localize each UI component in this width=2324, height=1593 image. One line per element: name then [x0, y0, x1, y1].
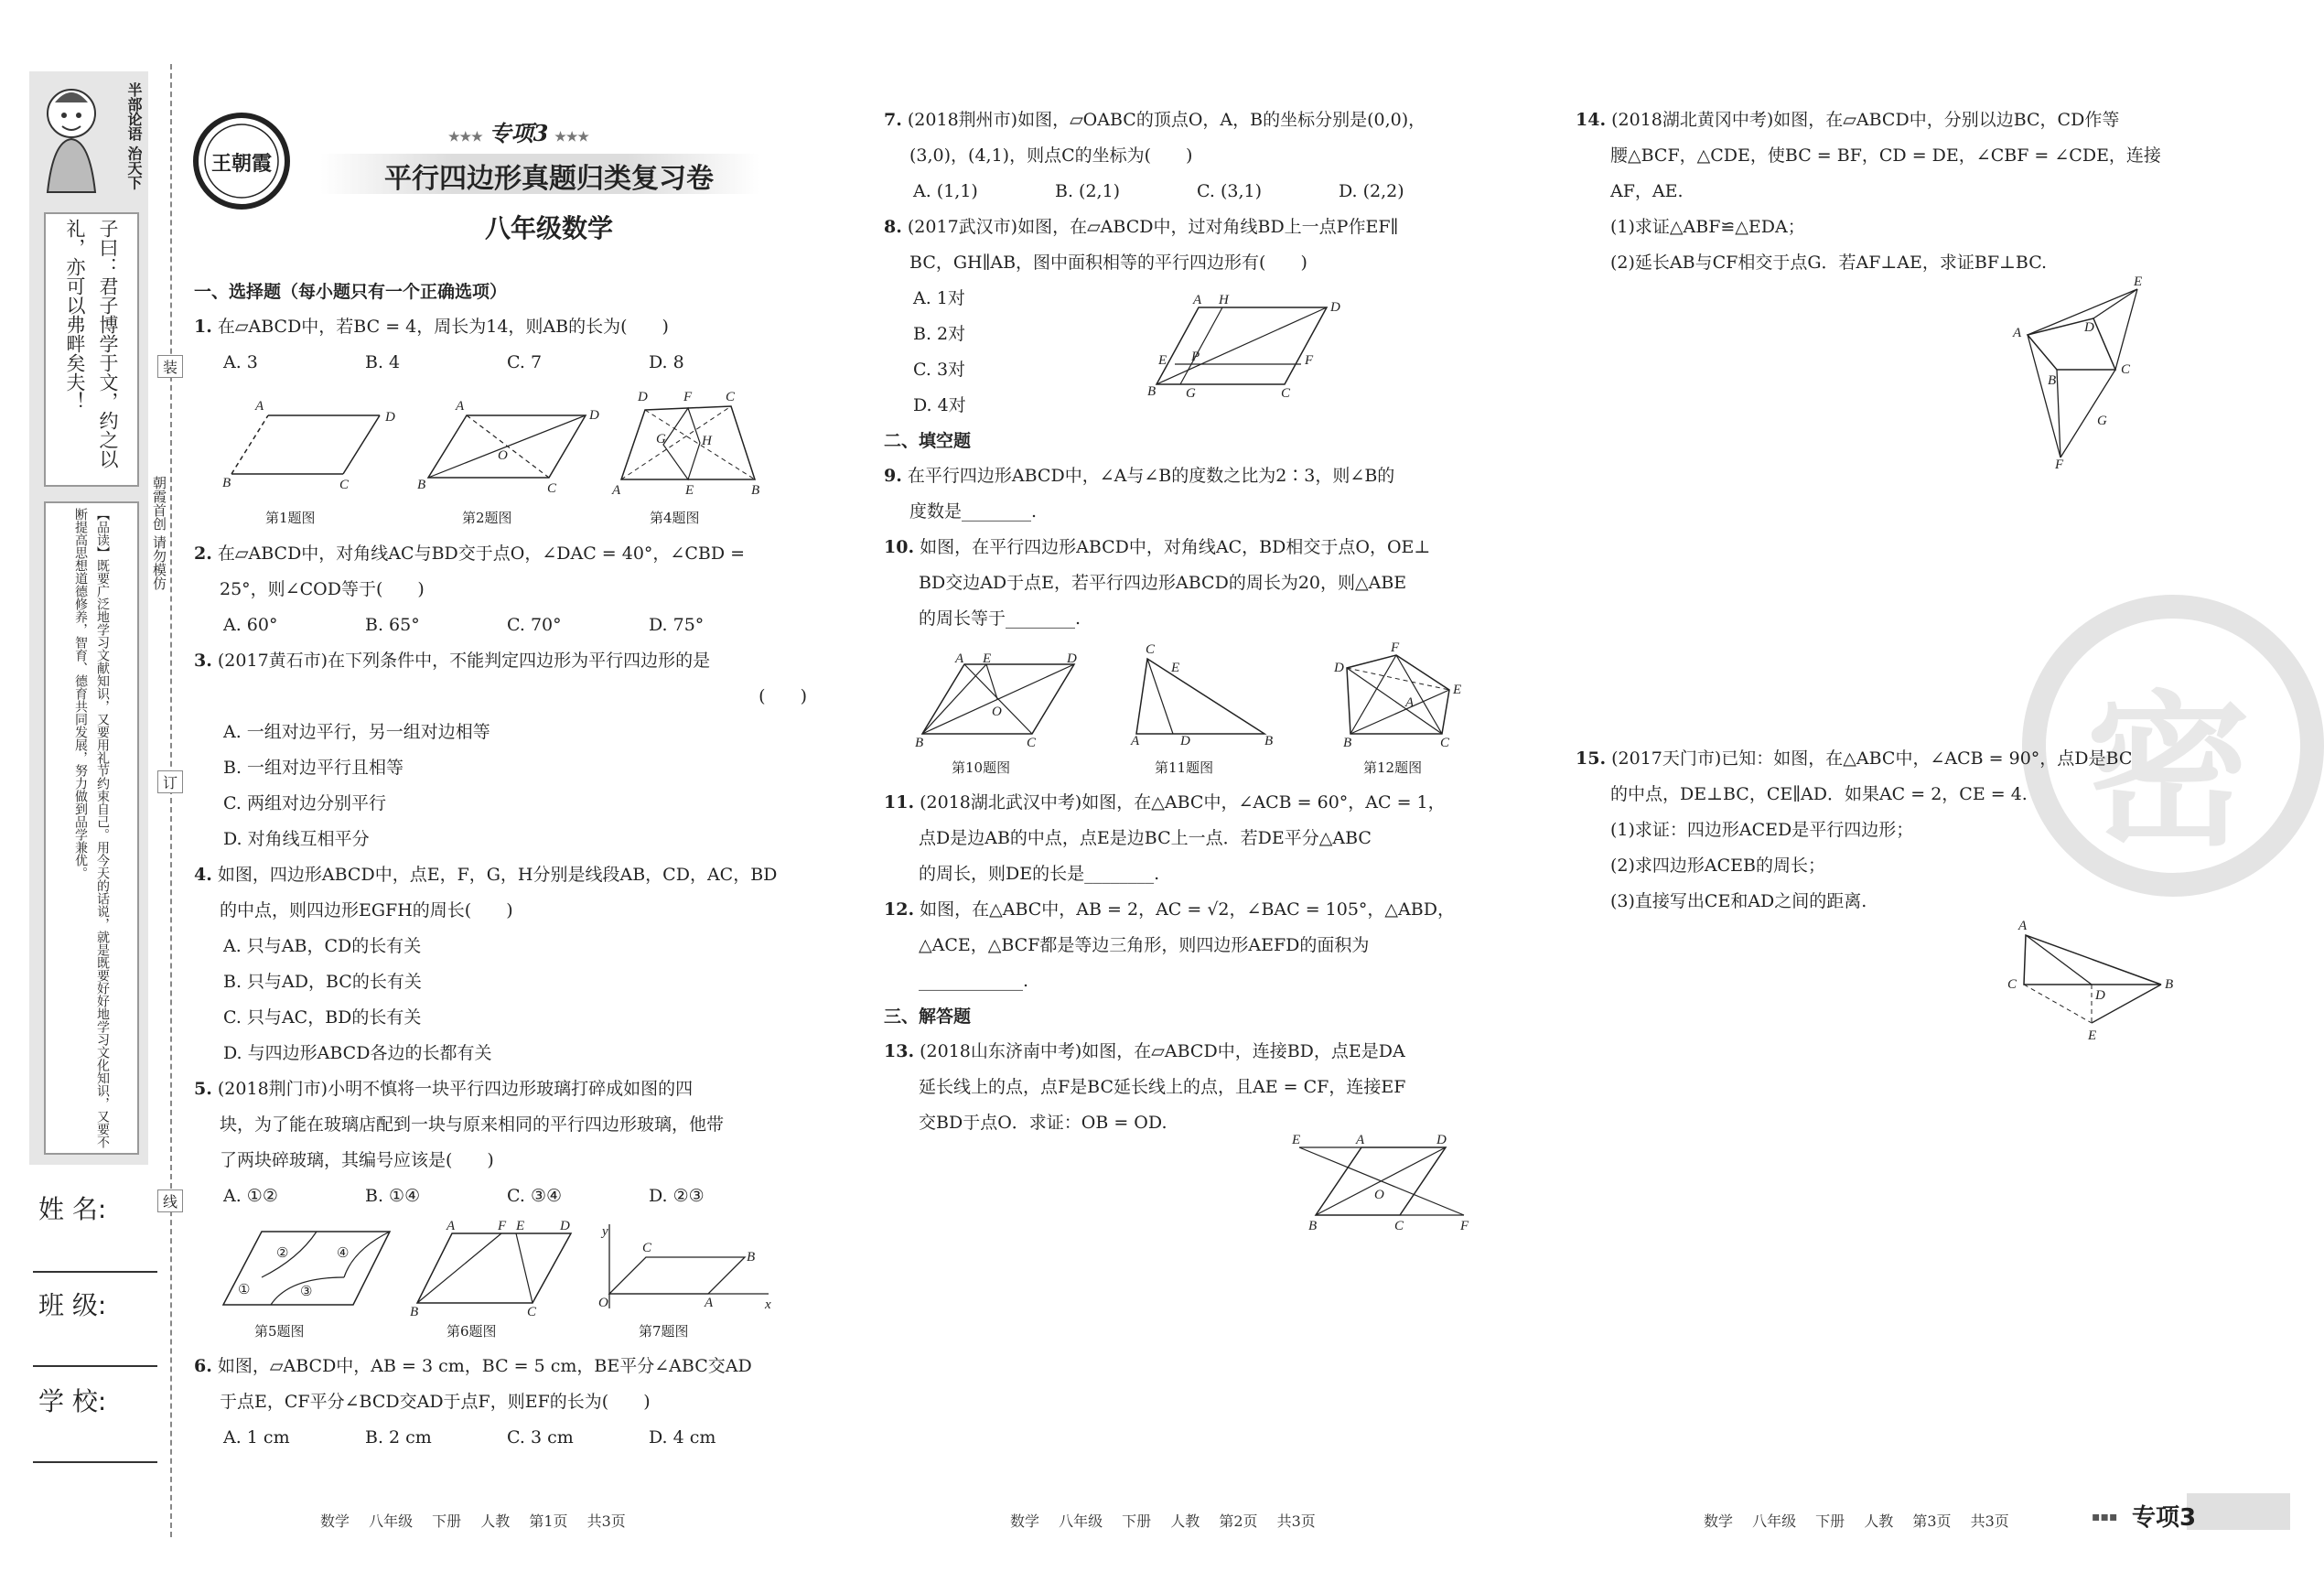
column-2-part-2	[884, 785, 1515, 1141]
q15-num: 15.	[1576, 748, 1607, 769]
question-7	[884, 102, 1515, 138]
svg-text:B: B	[2048, 373, 2057, 388]
svg-text:D: D	[2095, 988, 2105, 1003]
q2-num: 2.	[194, 544, 212, 564]
svg-text:B: B	[222, 476, 231, 490]
question-4	[194, 857, 825, 893]
q11-text-1: (2018湖北武汉中考)如图，在△ABC中，∠ACB = 60°，AC = 1，	[920, 792, 1446, 813]
svg-text:B: B	[747, 1250, 756, 1265]
q2-option-b[interactable]: B. 65°	[365, 615, 420, 635]
svg-text:D: D	[589, 408, 599, 423]
q14-text-3: AF，AE.	[1610, 181, 1684, 201]
q8-option-a[interactable]: A. 1对	[913, 288, 965, 308]
figure-q15	[2004, 915, 2187, 1052]
figure-q5	[216, 1222, 399, 1314]
q12-num: 12.	[884, 899, 915, 920]
q4-option-b[interactable]: B. 只与AD，BC的长有关	[223, 972, 422, 992]
svg-text:H: H	[1219, 293, 1229, 307]
svg-text:D: D	[1334, 661, 1344, 675]
svg-text:G: G	[1186, 386, 1196, 401]
q1-options	[194, 345, 816, 381]
caption-q1: 第1题图	[265, 510, 316, 526]
q2-text-2: 25°，则∠COD等于( )	[220, 579, 425, 599]
figure-q8	[1147, 293, 1340, 403]
motto-badge: 半部论语 治天下	[125, 82, 143, 190]
svg-text:④: ④	[337, 1246, 350, 1261]
q8-text-2: BC，GH∥AB，图中面积相等的平行四边形有( )	[909, 253, 1307, 273]
section-answer: 三、解答题	[884, 1006, 972, 1027]
q6-option-b[interactable]: B. 2 cm	[365, 1427, 432, 1448]
q5-num: 5.	[194, 1079, 212, 1099]
svg-text:①: ①	[238, 1283, 251, 1297]
svg-text:C: C	[1394, 1219, 1404, 1233]
q5-option-c[interactable]: C. ③④	[507, 1186, 563, 1206]
svg-text:C: C	[1281, 386, 1291, 401]
q9-text-2[interactable]: 度数是________.	[909, 501, 1038, 522]
q5-text-2: 块，为了能在玻璃店配到一块与原来相同的平行四边形玻璃，他带	[220, 1114, 725, 1135]
brand-logo	[190, 110, 293, 212]
q5-options	[194, 1179, 825, 1214]
svg-text:G: G	[2097, 414, 2107, 428]
caption-q4: 第4题图	[650, 510, 700, 526]
svg-text:E: E	[2134, 274, 2143, 289]
watermark-char: 密	[2086, 675, 2252, 868]
seal-char-1: 装	[157, 355, 183, 378]
q12-text-1: 如图，在△ABC中，AB = 2，AC = √2，∠BAC = 105°，△ABD，	[920, 899, 1455, 920]
q3-option-a[interactable]: A. 一组对边平行，另一组对边相等	[223, 722, 490, 742]
svg-text:E: E	[1171, 661, 1180, 675]
section-fill-blank: 二、填空题	[884, 431, 972, 451]
svg-text:A: A	[1405, 695, 1415, 710]
q4-option-a[interactable]: A. 只与AB，CD的长有关	[223, 936, 422, 956]
figure-q1	[215, 393, 398, 494]
svg-text:B: B	[2165, 977, 2174, 992]
svg-text:O: O	[498, 448, 508, 463]
svg-text:P: P	[1191, 350, 1200, 364]
column-3	[1576, 102, 2198, 281]
footer-page-1: 数学 八年级 下册 人教 第1页 共3页	[320, 1512, 626, 1530]
svg-text:B: B	[1308, 1219, 1318, 1233]
question-6	[194, 1349, 825, 1384]
figure-q12	[1332, 640, 1479, 750]
svg-text:A: A	[2013, 326, 2022, 340]
q7-text-1: (2018荆州市)如图，▱OABC的顶点O，A，B的坐标分别是(0,0)，	[907, 110, 1426, 130]
class-label: 班 级:	[38, 1290, 107, 1320]
svg-text:A: A	[447, 1219, 456, 1233]
q6-num: 6.	[194, 1356, 212, 1376]
svg-text:A: A	[2018, 919, 2028, 933]
q2-options	[194, 608, 825, 643]
svg-text:F: F	[1460, 1219, 1469, 1233]
svg-text:D: D	[385, 410, 395, 425]
footer-page-2: 数学 八年级 下册 人教 第2页 共3页	[1010, 1512, 1316, 1530]
svg-text:C: C	[1146, 642, 1156, 657]
svg-text:G: G	[656, 432, 666, 447]
column-3-part-2	[1576, 741, 2198, 920]
svg-text:B: B	[1264, 734, 1274, 748]
q1-option-d[interactable]: D. 8	[649, 352, 684, 372]
q1-option-b[interactable]: B. 4	[365, 352, 401, 372]
svg-text:E: E	[1158, 353, 1167, 368]
svg-text:D: D	[1180, 734, 1190, 748]
section-choice: 一、选择题（每小题只有一个正确选项）	[194, 282, 508, 302]
logo-text: 王朝霞	[210, 152, 272, 176]
svg-text:A: A	[1193, 293, 1202, 307]
caption-q12: 第12题图	[1363, 759, 1423, 776]
q6-option-c[interactable]: C. 3 cm	[507, 1427, 574, 1448]
caption-q2: 第2题图	[462, 510, 512, 526]
svg-text:O: O	[598, 1296, 608, 1310]
caption-q5: 第5题图	[254, 1323, 305, 1340]
q8-option-c[interactable]: C. 3对	[913, 360, 966, 380]
question-14	[1576, 102, 2198, 138]
svg-text:E: E	[1453, 683, 1462, 697]
q11-text-3[interactable]: 的周长，则DE的长是________.	[919, 864, 1160, 884]
q12-text-2: △ACE，△BCF都是等边三角形，则四边形AEFD的面积为	[919, 935, 1370, 955]
stars-right: ★★★	[554, 130, 589, 145]
q14-text-1: (2018湖北黄冈中考)如图，在▱ABCD中，分别以边BC，CD作等	[1611, 110, 2120, 130]
svg-text:A: A	[1356, 1133, 1365, 1147]
q3-option-b[interactable]: B. 一组对边平行且相等	[223, 758, 404, 778]
confucius-icon	[35, 77, 108, 196]
svg-text:B: B	[1343, 736, 1352, 750]
svg-text:y: y	[602, 1224, 608, 1239]
quote-box	[44, 212, 139, 487]
question-11	[884, 785, 1515, 821]
q6-text-2: 于点E，CF平分∠BCD交AD于点F，则EF的长为( )	[220, 1392, 651, 1412]
svg-text:O: O	[992, 705, 1002, 719]
svg-text:D: D	[1436, 1133, 1447, 1147]
page-title: 平行四边形真题归类复习卷	[384, 163, 714, 195]
svg-text:D: D	[1067, 651, 1077, 666]
caption-q7: 第7题图	[639, 1323, 689, 1340]
q14-num: 14.	[1576, 110, 1607, 130]
header-badge-row	[448, 115, 589, 147]
question-2	[194, 536, 825, 572]
copyright-note: 朝霞首创 请勿模仿	[151, 476, 167, 590]
q7-option-c[interactable]: C. (3,1)	[1197, 181, 1262, 201]
svg-text:B: B	[751, 483, 760, 498]
q14-part-1: (1)求证△ABF≌△EDA；	[1610, 217, 1805, 237]
svg-text:A: A	[955, 651, 964, 666]
q4-text-2: 的中点，则四边形EGFH的周长( )	[220, 900, 513, 920]
question-8	[884, 210, 1515, 245]
figure-q2	[412, 393, 599, 496]
svg-text:F: F	[1391, 640, 1400, 655]
q13-text-1: (2018山东济南中考)如图，在▱ABCD中，连接BD，点E是DA	[920, 1041, 1405, 1061]
q7-text-2: (3,0)，(4,1)，则点C的坐标为( )	[909, 145, 1193, 166]
q13-text-3: 交BD于点O．求证：OB = OD.	[919, 1113, 1167, 1133]
q3-num: 3.	[194, 651, 212, 671]
q2-option-d[interactable]: D. 75°	[649, 615, 705, 635]
svg-text:C: C	[1027, 736, 1037, 750]
q5-text-1: (2018荆门市)小明不慎将一块平行四边形玻璃打碎成如图的四	[217, 1079, 694, 1099]
q2-option-a[interactable]: A. 60°	[223, 615, 278, 635]
q7-option-d[interactable]: D. (2,2)	[1339, 181, 1404, 201]
q3-answer-paren[interactable]: ( )	[759, 686, 807, 706]
q5-text-3: 了两块碎玻璃，其编号应该是( )	[220, 1150, 494, 1170]
svg-text:D: D	[560, 1219, 570, 1233]
svg-text:B: B	[1147, 384, 1157, 399]
column-1-part-2	[194, 536, 825, 1214]
svg-text:E: E	[685, 483, 694, 498]
name-label: 姓 名:	[38, 1194, 107, 1224]
school-field[interactable]	[33, 1458, 157, 1463]
svg-text:D: D	[638, 390, 648, 404]
question-10	[884, 530, 1515, 565]
figure-q4	[608, 388, 773, 498]
q8-option-d[interactable]: D. 4对	[913, 395, 966, 415]
svg-text:E: E	[2088, 1028, 2097, 1043]
q13-text-2: 延长线上的点，点F是BC延长线上的点，且AE = CF，连接EF	[919, 1077, 1406, 1097]
svg-text:A: A	[705, 1296, 714, 1310]
svg-text:D: D	[1330, 300, 1340, 315]
q1-option-a[interactable]: A. 3	[223, 352, 258, 372]
stars-left: ★★★	[448, 130, 483, 145]
class-field[interactable]	[33, 1362, 157, 1367]
q12-text-3[interactable]: ____________.	[919, 971, 1029, 991]
figure-q6	[410, 1217, 584, 1318]
svg-text:A: A	[255, 399, 264, 414]
q4-num: 4.	[194, 865, 212, 885]
binding-line	[170, 64, 172, 1537]
q8-num: 8.	[884, 217, 902, 237]
svg-text:③: ③	[300, 1285, 313, 1299]
svg-text:C: C	[547, 481, 557, 496]
svg-text:D: D	[2084, 320, 2094, 335]
q1-option-c[interactable]: C. 7	[507, 352, 543, 372]
question-13	[884, 1034, 1515, 1070]
q6-option-a[interactable]: A. 1 cm	[223, 1427, 290, 1448]
caption-q6: 第6题图	[447, 1323, 497, 1340]
q4-text-1: 如图，四边形ABCD中，点E，F，G，H分别是线段AB，CD，AC，BD	[217, 865, 778, 885]
figure-q11	[1127, 640, 1292, 750]
q3-option-d[interactable]: D. 对角线互相平分	[223, 829, 370, 849]
svg-text:C: C	[2121, 362, 2131, 377]
q13-num: 13.	[884, 1041, 915, 1061]
corner-badge: 专项3	[2132, 1504, 2197, 1532]
name-field[interactable]	[33, 1267, 157, 1273]
svg-text:②: ②	[276, 1246, 289, 1261]
q14-part-2: (2)延长AB与CF相交于点G．若AF⊥AE，求证BF⊥BC.	[1610, 253, 2048, 273]
q3-option-c[interactable]: C. 两组对边分别平行	[223, 793, 386, 813]
figure-q10	[913, 650, 1087, 750]
school-label: 学 校:	[38, 1386, 107, 1416]
question-15	[1576, 741, 2198, 777]
column-1	[194, 274, 816, 381]
column-1-part-3	[194, 1349, 825, 1456]
q15-part-1: (1)求证：四边形ACED是平行四边形；	[1610, 820, 1914, 840]
q6-option-d[interactable]: D. 4 cm	[649, 1427, 716, 1448]
svg-text:C: C	[642, 1241, 652, 1255]
svg-text:B: B	[417, 478, 426, 492]
q9-text-1: 在平行四边形ABCD中，∠A与∠B的度数之比为2∶3，则∠B的	[907, 466, 1395, 486]
svg-text:B: B	[915, 736, 924, 750]
q7-option-a[interactable]: A. (1,1)	[913, 181, 978, 201]
q8-option-b[interactable]: B. 2对	[913, 324, 966, 344]
q2-text-1: 在▱ABCD中，对角线AC与BD交于点O，∠DAC = 40°，∠CBD =	[217, 544, 746, 564]
figure-q14	[2009, 274, 2165, 472]
q5-option-d[interactable]: D. ②③	[649, 1186, 705, 1206]
q2-option-c[interactable]: C. 70°	[507, 615, 562, 635]
mascot-figure	[35, 77, 108, 196]
svg-text:A: A	[612, 483, 621, 498]
caption-q10: 第10题图	[952, 759, 1011, 776]
q4-option-c[interactable]: C. 只与AC，BD的长有关	[223, 1007, 422, 1028]
svg-text:A: A	[456, 399, 465, 414]
q1-num: 1.	[194, 317, 212, 337]
q15-part-2: (2)求四边形ACEB的周长；	[1610, 856, 1826, 876]
figure-q7	[595, 1217, 778, 1318]
svg-text:F: F	[683, 390, 693, 404]
q15-text-1: (2017天门市)已知：如图，在△ABC中，∠ACB = 90°，点D是BC	[1611, 748, 2133, 769]
seal-char-2: 订	[157, 770, 183, 793]
question-3	[194, 643, 825, 679]
svg-text:C: C	[527, 1305, 537, 1319]
svg-text:A: A	[1131, 734, 1140, 748]
q4-option-d[interactable]: D. 与四边形ABCD各边的长都有关	[223, 1043, 492, 1063]
q14-text-2: 腰△BCF，△CDE，使BC = BF，CD = DE，∠CBF = ∠CDE，连接	[1610, 145, 2161, 166]
q7-num: 7.	[884, 110, 902, 130]
reading-box	[44, 501, 139, 1155]
svg-text:C: C	[726, 390, 736, 404]
q10-text-2: BD交边AD于点E，若平行四边形ABCD的周长为20，则△ABE	[919, 573, 1407, 593]
q1-text: 在▱ABCD中，若BC = 4，周长为14，则AB的长为( )	[217, 317, 669, 337]
q3-text: (2017黄石市)在下列条件中，不能判定四边形为平行四边形的是	[217, 651, 711, 671]
q10-num: 10.	[884, 537, 915, 557]
q10-text-1: 如图，在平行四边形ABCD中，对角线AC，BD相交于点O，OE⊥	[920, 537, 1431, 557]
caption-q11: 第11题图	[1155, 759, 1214, 776]
topic-badge: 专项3	[489, 120, 549, 146]
svg-text:F: F	[498, 1219, 507, 1233]
footer-page-3: 数学 八年级 下册 人教 第3页 共3页	[1704, 1512, 2009, 1530]
q6-options	[194, 1420, 825, 1456]
q7-option-b[interactable]: B. (2,1)	[1055, 181, 1121, 201]
q5-option-b[interactable]: B. ①④	[365, 1186, 421, 1206]
q11-text-2: 点D是边AB的中点，点E是边BC上一点．若DE平分△ABC	[919, 828, 1372, 848]
question-12	[884, 892, 1515, 928]
svg-text:E: E	[1292, 1133, 1301, 1147]
question-5	[194, 1071, 825, 1107]
q7-options	[884, 174, 1515, 210]
question-1	[194, 309, 816, 345]
page-subtitle: 八年级数学	[484, 213, 613, 243]
svg-text:F: F	[1305, 353, 1314, 368]
svg-text:E: E	[516, 1219, 525, 1233]
seal-char-3: 线	[157, 1189, 183, 1212]
q9-num: 9.	[884, 466, 902, 486]
figure-q13	[1290, 1131, 1482, 1241]
svg-text:x: x	[765, 1297, 771, 1312]
svg-text:E: E	[983, 651, 992, 666]
question-9	[884, 458, 1515, 494]
svg-text:C: C	[2007, 977, 2017, 992]
q15-text-2: 的中点，DE⊥BC，CE∥AD．如果AC = 2，CE = 4.	[1610, 784, 2028, 804]
q15-part-3: (3)直接写出CE和AD之间的距离.	[1610, 891, 1867, 911]
corner-squares-icon: ▪▪▪	[2092, 1510, 2118, 1524]
q8-text-1: (2017武汉市)如图，在▱ABCD中，过对角线BD上一点P作EF∥	[907, 217, 1399, 237]
svg-text:C: C	[1440, 736, 1450, 750]
svg-text:O: O	[1374, 1188, 1384, 1202]
svg-text:F: F	[2055, 457, 2064, 472]
confucius-quote: 子曰：君子博学于文，约之以礼，亦可以弗畔矣夫！	[64, 219, 119, 468]
svg-text:C: C	[339, 478, 350, 492]
q6-text-1: 如图，▱ABCD中，AB = 3 cm，BC = 5 cm，BE平分∠ABC交AD	[217, 1356, 752, 1376]
corner-badge-bar	[2187, 1493, 2290, 1530]
q10-text-3[interactable]: 的周长等于________.	[919, 608, 1081, 629]
svg-text:H: H	[702, 434, 712, 448]
reading-text: 【品读】既要广泛地学习文献知识，又要用礼节约束自己。用今天的话说，就是既要好好地学习文化知识，又要不断提高思想道德修养，智育、德育共同发展，努力做到品学兼优。	[73, 508, 110, 1148]
q11-num: 11.	[884, 792, 915, 813]
svg-text:B: B	[410, 1305, 419, 1319]
q5-option-a[interactable]: A. ①②	[223, 1186, 278, 1206]
